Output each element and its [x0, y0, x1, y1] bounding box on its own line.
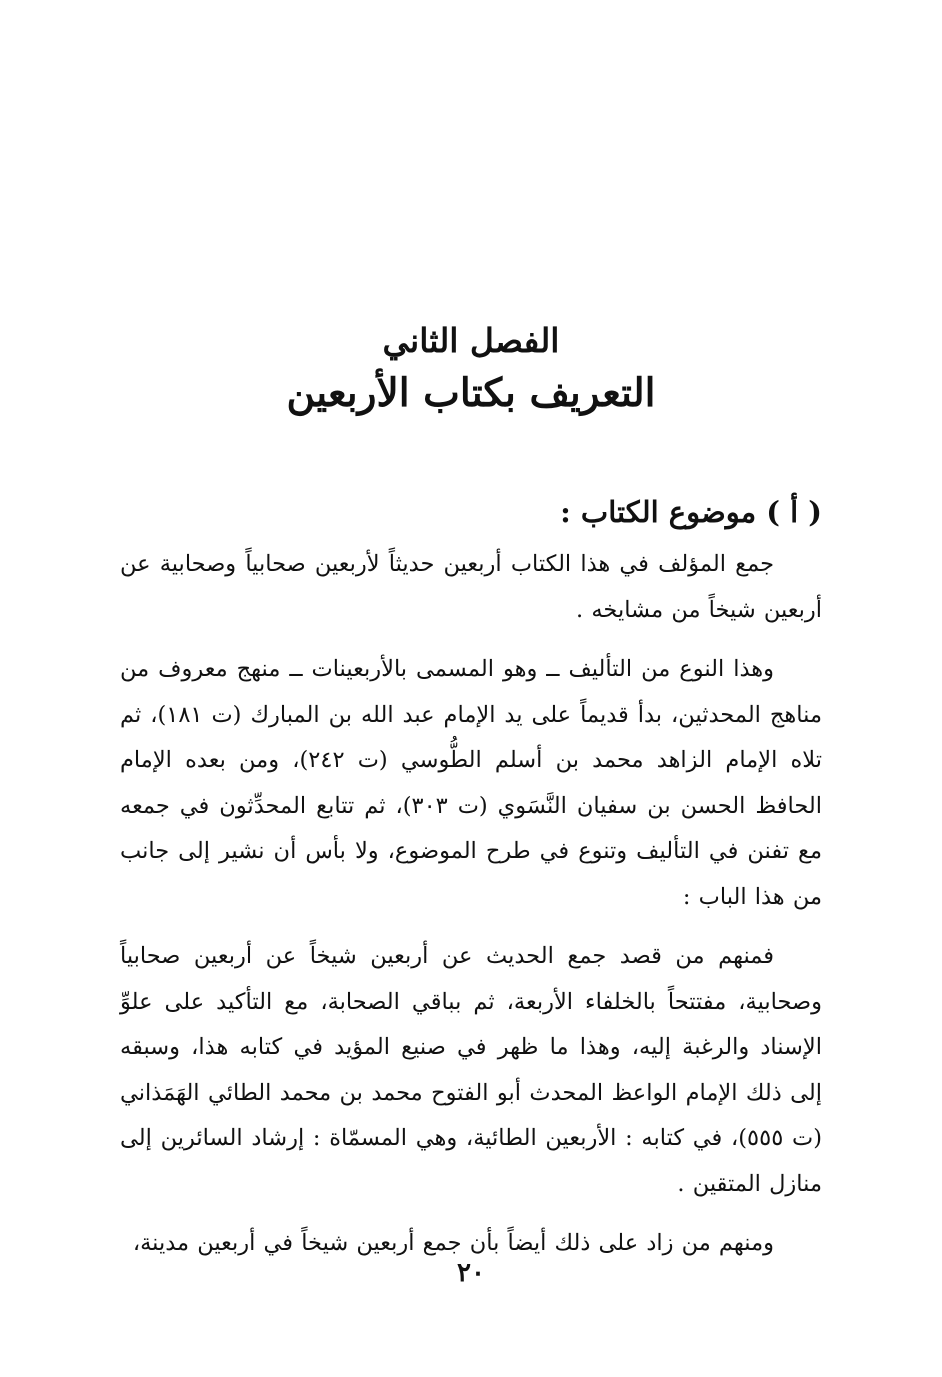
page-number: ٢٠	[457, 1258, 485, 1288]
paragraph-2: وهذا النوع من التأليف ــ وهو المسمى بالأربعينات ــ منهج معروف من مناهج المحدثين، بدأ قديماً على يد الإمام عبد الله بن المبارك (ت ١٨١)، ثم تلاه الإمام الزاهد محمد بن أسلم الطُّوسي (ت ٢٤٢)، ومن بعده الإمام الحافظ الحسن بن سفيان النَّسَوي (ت ٣٠٣)، ثم تتابع المحدِّثون في جمعه مع تفنن في التأليف وتنوع في طرح الموضوع، ولا بأس أن نشير إلى جانب من هذا الباب :	[120, 656, 822, 910]
paragraph-4: ومنهم من زاد على ذلك أيضاً بأن جمع أربعين شيخاً في أربعين مدينة،	[132, 1230, 774, 1256]
section-heading: ( أ ) موضوع الكتاب :	[560, 495, 822, 529]
chapter-subtitle: التعريف بكتاب الأربعين	[286, 370, 656, 416]
chapter-header	[0, 318, 942, 422]
paragraph-1: جمع المؤلف في هذا الكتاب أربعين حديثاً لأربعين صحابياً وصحابية عن أربعين شيخاً من مشايخه .	[120, 551, 822, 623]
paragraph-3: فمنهم من قصد جمع الحديث عن أربعين شيخاً عن أربعين صحابياً وصحابية، مفتتحاً بالخلفاء الأربعة، ثم بباقي الصحابة، مع التأكيد على علوِّ الإسناد والرغبة إليه، وهذا ما ظهر في صنيع المؤيد في كتابه هذا، وسبقه إلى ذلك الإمام الواعظ المحدث أبو الفتوح محمد بن محمد الطائي الهَمَذاني (ت ٥٥٥)، في كتابه : الأربعين الطائية، وهي المسمّاة : إرشاد السائرين إلى منازل المتقين .	[120, 943, 822, 1197]
chapter-title: الفصل الثاني	[382, 321, 560, 360]
page-body	[120, 490, 822, 1281]
